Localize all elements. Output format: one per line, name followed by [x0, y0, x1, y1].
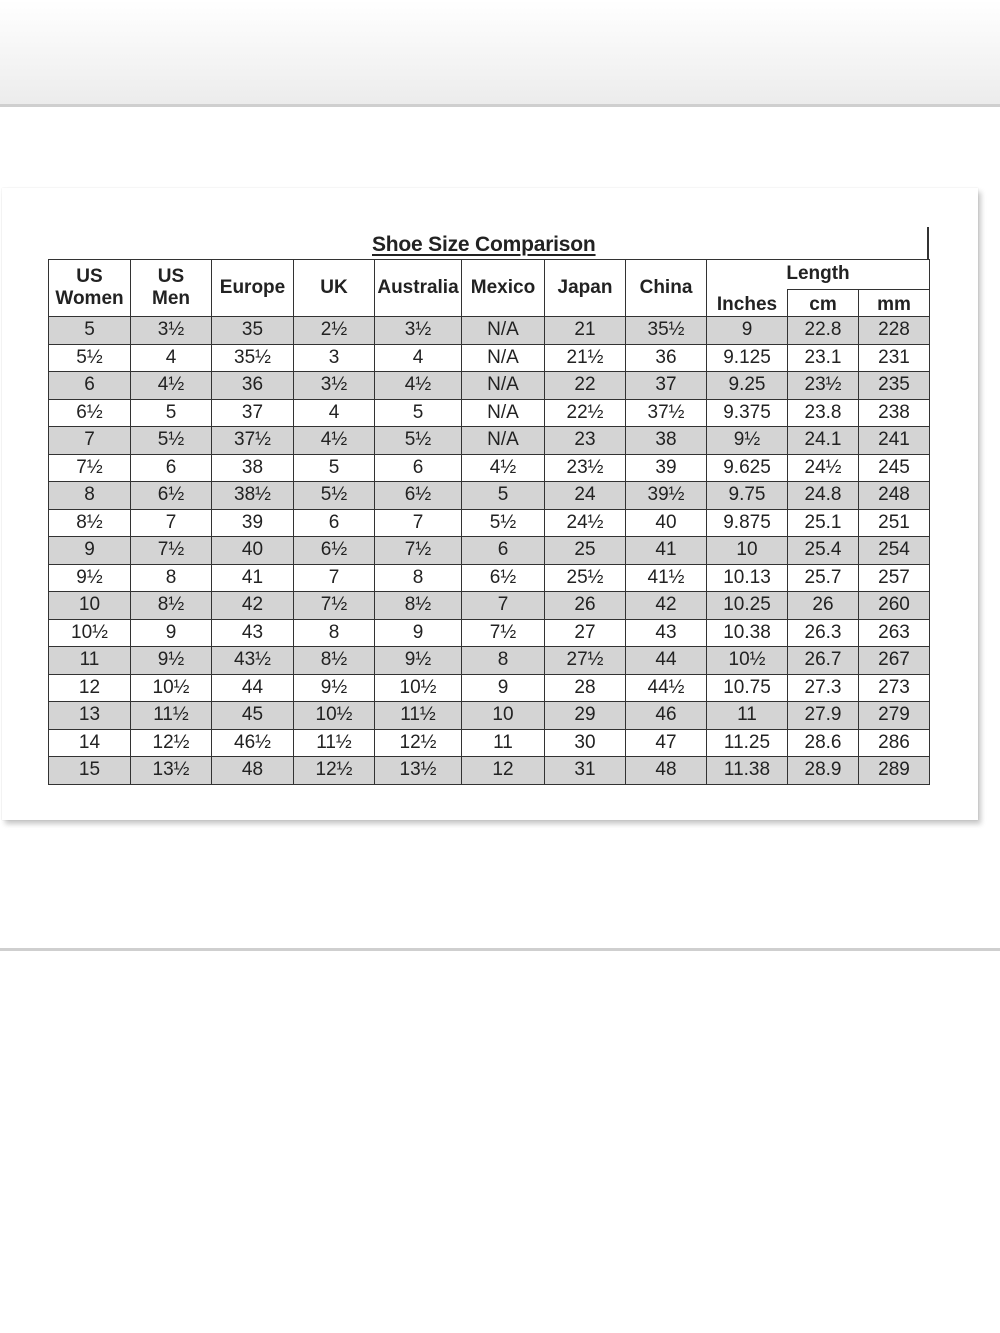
cell-china: 44½ — [626, 674, 707, 702]
cell-europe: 35½ — [212, 344, 294, 372]
cell-us-women: 9 — [49, 537, 131, 565]
cell-europe: 44 — [212, 674, 294, 702]
cell-us-women: 5½ — [49, 344, 131, 372]
cell-inches: 9.875 — [707, 509, 788, 537]
cell-mm: 248 — [859, 482, 930, 510]
cell-japan: 27 — [545, 619, 626, 647]
cell-uk: 11½ — [294, 729, 375, 757]
cell-us-men: 6½ — [131, 482, 212, 510]
cell-japan: 30 — [545, 729, 626, 757]
cell-australia: 9 — [375, 619, 462, 647]
cell-uk: 8½ — [294, 647, 375, 675]
cell-europe: 39 — [212, 509, 294, 537]
cell-china: 35½ — [626, 317, 707, 345]
cell-us-men: 9 — [131, 619, 212, 647]
cell-mm: 254 — [859, 537, 930, 565]
cell-japan: 24 — [545, 482, 626, 510]
cell-uk: 7 — [294, 564, 375, 592]
cell-mm: 286 — [859, 729, 930, 757]
cell-australia: 6½ — [375, 482, 462, 510]
cell-inches: 10.25 — [707, 592, 788, 620]
cell-japan: 23½ — [545, 454, 626, 482]
cell-us-women: 9½ — [49, 564, 131, 592]
table-row — [49, 702, 930, 730]
table-title: Shoe Size Comparison — [372, 233, 596, 256]
cell-japan: 23 — [545, 427, 626, 455]
table-row — [49, 317, 930, 345]
cell-australia: 13½ — [375, 757, 462, 785]
table-row — [49, 344, 930, 372]
cell-mexico: 8 — [462, 647, 545, 675]
cell-cm: 26 — [788, 592, 859, 620]
cell-us-women: 7 — [49, 427, 131, 455]
cell-us-men: 3½ — [131, 317, 212, 345]
cell-inches: 10½ — [707, 647, 788, 675]
table-row — [49, 454, 930, 482]
header-length: Length — [707, 260, 930, 290]
cell-inches: 11.38 — [707, 757, 788, 785]
cell-inches: 9.625 — [707, 454, 788, 482]
cell-japan: 21½ — [545, 344, 626, 372]
cell-mexico: 5½ — [462, 509, 545, 537]
cell-china: 41 — [626, 537, 707, 565]
table-row — [49, 729, 930, 757]
cell-europe: 38 — [212, 454, 294, 482]
cell-australia: 7½ — [375, 537, 462, 565]
bottom-divider — [0, 948, 1000, 951]
cell-china: 37 — [626, 372, 707, 400]
cell-cm: 22.8 — [788, 317, 859, 345]
cell-uk: 6½ — [294, 537, 375, 565]
cell-cm: 23.8 — [788, 399, 859, 427]
table-row — [49, 509, 930, 537]
cell-europe: 46½ — [212, 729, 294, 757]
cell-cm: 28.9 — [788, 757, 859, 785]
cell-mexico: 7 — [462, 592, 545, 620]
table-row — [49, 592, 930, 620]
cell-mexico: N/A — [462, 427, 545, 455]
cell-us-men: 5 — [131, 399, 212, 427]
header-china: China — [626, 260, 707, 317]
cell-uk: 5½ — [294, 482, 375, 510]
cell-us-women: 14 — [49, 729, 131, 757]
cell-europe: 40 — [212, 537, 294, 565]
cell-mm: 273 — [859, 674, 930, 702]
cell-mexico: 6½ — [462, 564, 545, 592]
cell-china: 44 — [626, 647, 707, 675]
cell-uk: 6 — [294, 509, 375, 537]
cell-uk: 10½ — [294, 702, 375, 730]
top-background-fade — [0, 0, 1000, 104]
cell-europe: 36 — [212, 372, 294, 400]
cell-inches: 11.25 — [707, 729, 788, 757]
cell-europe: 41 — [212, 564, 294, 592]
cell-mexico: N/A — [462, 372, 545, 400]
cell-australia: 12½ — [375, 729, 462, 757]
cell-australia: 4½ — [375, 372, 462, 400]
table-row — [49, 399, 930, 427]
cell-inches: 10.38 — [707, 619, 788, 647]
header-us-women: US Women — [49, 260, 131, 317]
cell-us-women: 11 — [49, 647, 131, 675]
cell-us-men: 13½ — [131, 757, 212, 785]
cell-japan: 27½ — [545, 647, 626, 675]
table-row — [49, 674, 930, 702]
cell-china: 39 — [626, 454, 707, 482]
header-uk: UK — [294, 260, 375, 317]
cell-mexico: 12 — [462, 757, 545, 785]
cell-china: 43 — [626, 619, 707, 647]
top-divider — [0, 104, 1000, 107]
cell-japan: 28 — [545, 674, 626, 702]
cell-mexico: N/A — [462, 317, 545, 345]
cell-uk: 4 — [294, 399, 375, 427]
cell-cm: 27.9 — [788, 702, 859, 730]
cell-us-women: 10 — [49, 592, 131, 620]
cell-australia: 8 — [375, 564, 462, 592]
table-row — [49, 372, 930, 400]
cell-inches: 9 — [707, 317, 788, 345]
cell-japan: 24½ — [545, 509, 626, 537]
cell-us-women: 6 — [49, 372, 131, 400]
cell-us-men: 10½ — [131, 674, 212, 702]
cell-cm: 25.4 — [788, 537, 859, 565]
cell-europe: 48 — [212, 757, 294, 785]
cell-australia: 8½ — [375, 592, 462, 620]
cell-mexico: 10 — [462, 702, 545, 730]
cell-uk: 4½ — [294, 427, 375, 455]
cell-australia: 5½ — [375, 427, 462, 455]
cell-mm: 235 — [859, 372, 930, 400]
cell-us-women: 10½ — [49, 619, 131, 647]
cell-mm: 228 — [859, 317, 930, 345]
cell-us-women: 12 — [49, 674, 131, 702]
header-us-men: US Men — [131, 260, 212, 317]
table-row — [49, 537, 930, 565]
cell-europe: 43 — [212, 619, 294, 647]
cell-us-women: 6½ — [49, 399, 131, 427]
cell-china: 41½ — [626, 564, 707, 592]
cell-inches: 9.125 — [707, 344, 788, 372]
header-row — [49, 260, 930, 290]
cell-us-men: 4½ — [131, 372, 212, 400]
table-row — [49, 427, 930, 455]
cell-mm: 267 — [859, 647, 930, 675]
cell-australia: 10½ — [375, 674, 462, 702]
cell-uk: 8 — [294, 619, 375, 647]
cell-uk: 5 — [294, 454, 375, 482]
cell-cm: 27.3 — [788, 674, 859, 702]
cell-japan: 22 — [545, 372, 626, 400]
cell-europe: 35 — [212, 317, 294, 345]
cell-uk: 3 — [294, 344, 375, 372]
table-row — [49, 647, 930, 675]
cell-cm: 24.8 — [788, 482, 859, 510]
table-row — [49, 482, 930, 510]
cell-australia: 5 — [375, 399, 462, 427]
cell-mexico: 11 — [462, 729, 545, 757]
cell-mm: 231 — [859, 344, 930, 372]
cell-cm: 23½ — [788, 372, 859, 400]
table-border-edge — [927, 227, 929, 260]
cell-mexico: 9 — [462, 674, 545, 702]
cell-mexico: N/A — [462, 344, 545, 372]
cell-europe: 43½ — [212, 647, 294, 675]
cell-mexico: 7½ — [462, 619, 545, 647]
cell-inches: 9.75 — [707, 482, 788, 510]
table-row — [49, 564, 930, 592]
size-rows — [49, 317, 930, 785]
cell-cm: 26.3 — [788, 619, 859, 647]
cell-uk: 2½ — [294, 317, 375, 345]
cell-cm: 25.7 — [788, 564, 859, 592]
cell-us-women: 8½ — [49, 509, 131, 537]
cell-australia: 6 — [375, 454, 462, 482]
cell-china: 48 — [626, 757, 707, 785]
cell-china: 39½ — [626, 482, 707, 510]
cell-mexico: N/A — [462, 399, 545, 427]
cell-us-men: 6 — [131, 454, 212, 482]
cell-china: 46 — [626, 702, 707, 730]
cell-china: 37½ — [626, 399, 707, 427]
cell-japan: 26 — [545, 592, 626, 620]
cell-japan: 22½ — [545, 399, 626, 427]
cell-uk: 12½ — [294, 757, 375, 785]
cell-us-men: 11½ — [131, 702, 212, 730]
cell-cm: 26.7 — [788, 647, 859, 675]
cell-cm: 23.1 — [788, 344, 859, 372]
cell-us-men: 12½ — [131, 729, 212, 757]
cell-inches: 9.25 — [707, 372, 788, 400]
cell-mexico: 4½ — [462, 454, 545, 482]
cell-uk: 3½ — [294, 372, 375, 400]
cell-japan: 29 — [545, 702, 626, 730]
cell-australia: 9½ — [375, 647, 462, 675]
cell-us-men: 5½ — [131, 427, 212, 455]
cell-australia: 4 — [375, 344, 462, 372]
header-europe: Europe — [212, 260, 294, 317]
cell-china: 40 — [626, 509, 707, 537]
cell-inches: 10 — [707, 537, 788, 565]
cell-mm: 238 — [859, 399, 930, 427]
cell-australia: 3½ — [375, 317, 462, 345]
cell-japan: 31 — [545, 757, 626, 785]
cell-mm: 241 — [859, 427, 930, 455]
cell-uk: 9½ — [294, 674, 375, 702]
cell-mm: 251 — [859, 509, 930, 537]
header-mm: mm — [859, 290, 930, 317]
cell-china: 36 — [626, 344, 707, 372]
cell-cm: 24½ — [788, 454, 859, 482]
cell-mm: 279 — [859, 702, 930, 730]
cell-australia: 11½ — [375, 702, 462, 730]
cell-mm: 245 — [859, 454, 930, 482]
cell-mexico: 6 — [462, 537, 545, 565]
cell-uk: 7½ — [294, 592, 375, 620]
header-cm: cm — [788, 290, 859, 317]
cell-us-women: 15 — [49, 757, 131, 785]
cell-inches: 10.75 — [707, 674, 788, 702]
cell-us-women: 7½ — [49, 454, 131, 482]
cell-china: 38 — [626, 427, 707, 455]
cell-us-women: 13 — [49, 702, 131, 730]
cell-europe: 42 — [212, 592, 294, 620]
cell-us-men: 9½ — [131, 647, 212, 675]
shoe-size-table — [48, 259, 930, 785]
cell-us-women: 5 — [49, 317, 131, 345]
cell-europe: 37½ — [212, 427, 294, 455]
cell-europe: 38½ — [212, 482, 294, 510]
cell-japan: 25½ — [545, 564, 626, 592]
header-mexico: Mexico — [462, 260, 545, 317]
table-row — [49, 757, 930, 785]
cell-us-women: 8 — [49, 482, 131, 510]
table-row — [49, 619, 930, 647]
cell-australia: 7 — [375, 509, 462, 537]
cell-cm: 25.1 — [788, 509, 859, 537]
cell-cm: 28.6 — [788, 729, 859, 757]
header-australia: Australia — [375, 260, 462, 317]
cell-europe: 45 — [212, 702, 294, 730]
cell-japan: 21 — [545, 317, 626, 345]
cell-mexico: 5 — [462, 482, 545, 510]
header-japan: Japan — [545, 260, 626, 317]
header-inches: Inches — [707, 290, 788, 317]
cell-us-men: 7½ — [131, 537, 212, 565]
cell-cm: 24.1 — [788, 427, 859, 455]
cell-europe: 37 — [212, 399, 294, 427]
cell-us-men: 4 — [131, 344, 212, 372]
cell-china: 47 — [626, 729, 707, 757]
cell-china: 42 — [626, 592, 707, 620]
cell-inches: 11 — [707, 702, 788, 730]
cell-mm: 263 — [859, 619, 930, 647]
cell-inches: 9½ — [707, 427, 788, 455]
cell-inches: 10.13 — [707, 564, 788, 592]
cell-us-men: 8½ — [131, 592, 212, 620]
cell-inches: 9.375 — [707, 399, 788, 427]
cell-mm: 257 — [859, 564, 930, 592]
cell-us-men: 8 — [131, 564, 212, 592]
cell-mm: 289 — [859, 757, 930, 785]
cell-us-men: 7 — [131, 509, 212, 537]
cell-mm: 260 — [859, 592, 930, 620]
cell-japan: 25 — [545, 537, 626, 565]
